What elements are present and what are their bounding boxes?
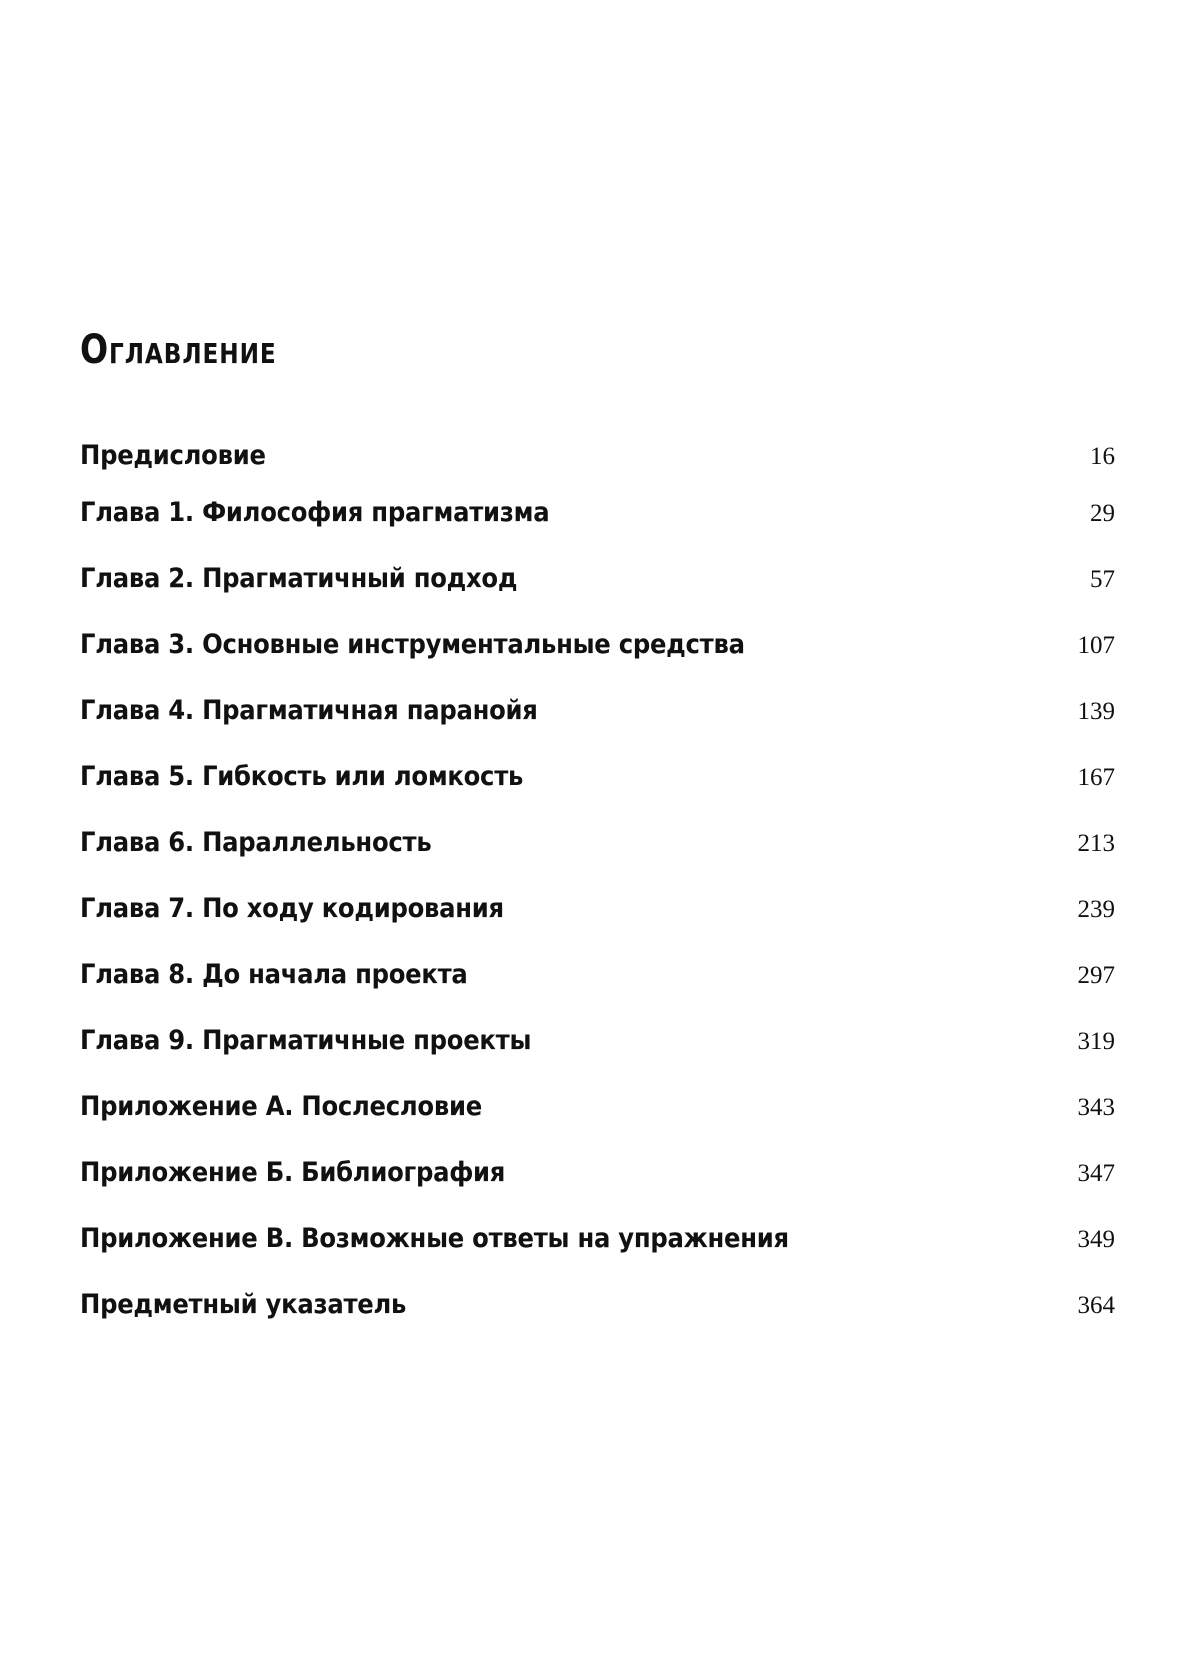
- toc-entry-label: Предметный указатель: [80, 1289, 407, 1320]
- toc-entry-chapter-4[interactable]: [80, 695, 1115, 761]
- toc-entry-page: 57: [1090, 566, 1115, 593]
- toc-entry-label: Глава 7. По ходу кодирования: [80, 893, 504, 924]
- toc-entry-chapter-3[interactable]: [80, 629, 1115, 695]
- toc-entry-appendix-b[interactable]: [80, 1157, 1115, 1223]
- toc-entry-page: 319: [1077, 1028, 1115, 1055]
- toc-entry-preface[interactable]: [80, 440, 1115, 497]
- toc-entry-page: 167: [1077, 764, 1115, 791]
- toc-entry-label: Глава 3. Основные инструментальные средства: [80, 629, 745, 660]
- toc-entry-label: Приложение Б. Библиография: [80, 1157, 506, 1188]
- toc-entry-chapter-2[interactable]: [80, 563, 1115, 629]
- toc-entry-label: Предисловие: [80, 440, 266, 471]
- page-title: Оглавление: [80, 327, 277, 373]
- toc-entry-label: Глава 8. До начала проекта: [80, 959, 468, 990]
- toc-entry-label: Глава 9. Прагматичные проекты: [80, 1025, 532, 1056]
- toc-entry-page: 297: [1077, 962, 1115, 989]
- toc-entry-chapter-1[interactable]: [80, 497, 1115, 563]
- toc-entry-page: 107: [1077, 632, 1115, 659]
- toc-entry-page: 347: [1077, 1160, 1115, 1187]
- toc-entry-label: Глава 1. Философия прагматизма: [80, 497, 550, 528]
- toc-entry-chapter-8[interactable]: [80, 959, 1115, 1025]
- toc-entry-appendix-a[interactable]: [80, 1091, 1115, 1157]
- toc-entry-chapter-6[interactable]: [80, 827, 1115, 893]
- toc-entry-label: Приложение А. Послесловие: [80, 1091, 482, 1122]
- toc-entry-label: Глава 4. Прагматичная паранойя: [80, 695, 538, 726]
- toc-entry-page: 239: [1077, 896, 1115, 923]
- toc-entry-page: 29: [1090, 500, 1115, 527]
- toc-entry-label: Глава 5. Гибкость или ломкость: [80, 761, 524, 792]
- toc-entry-chapter-5[interactable]: [80, 761, 1115, 827]
- toc-entry-index[interactable]: [80, 1289, 1115, 1355]
- toc-entry-chapter-7[interactable]: [80, 893, 1115, 959]
- toc-entry-label: Глава 6. Параллельность: [80, 827, 432, 858]
- toc-entry-label: Приложение В. Возможные ответы на упражнения: [80, 1223, 789, 1254]
- toc-entry-page: 364: [1077, 1292, 1115, 1319]
- toc-entry-appendix-c[interactable]: [80, 1223, 1115, 1289]
- toc-entry-page: 139: [1077, 698, 1115, 725]
- table-of-contents: [80, 440, 1115, 1355]
- toc-entry-label: Глава 2. Прагматичный подход: [80, 563, 518, 594]
- toc-entry-chapter-9[interactable]: [80, 1025, 1115, 1091]
- toc-entry-page: 213: [1077, 830, 1115, 857]
- toc-entry-page: 16: [1090, 443, 1115, 470]
- toc-entry-page: 349: [1077, 1226, 1115, 1253]
- toc-entry-page: 343: [1077, 1094, 1115, 1121]
